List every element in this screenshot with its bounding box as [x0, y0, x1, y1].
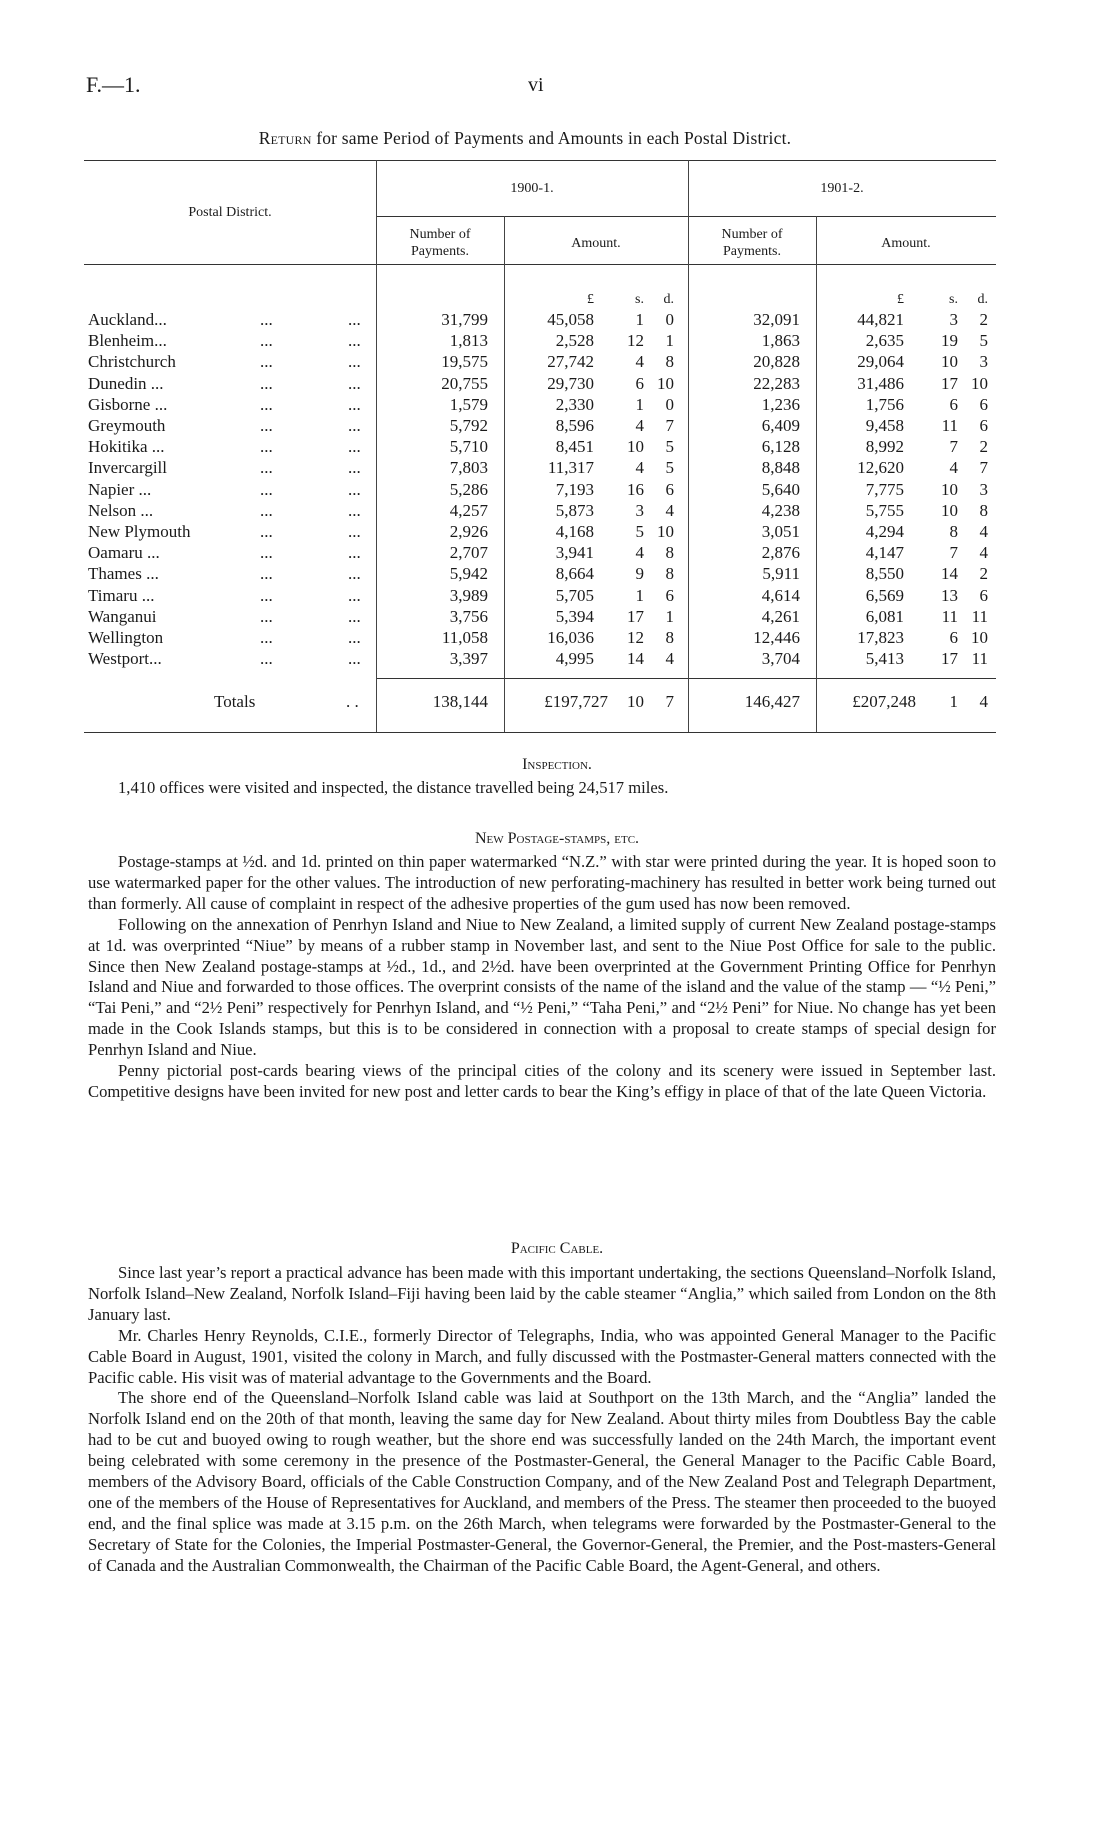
pounds-1900: 45,058 [547, 310, 594, 329]
leader-dots: ... [260, 352, 273, 372]
inspection-text [88, 778, 996, 799]
table-row [84, 310, 996, 331]
leader-dots: ... [348, 564, 361, 584]
header-bottom-rule [84, 264, 996, 265]
pounds-1900: 27,742 [547, 352, 594, 372]
pounds-1900: 8,664 [555, 564, 594, 584]
district-name: Hokitika ... [88, 437, 165, 457]
payments-1900: 1,579 [449, 394, 488, 414]
pence-1901: 3 [979, 352, 988, 372]
pounds-1900: 11,317 [547, 458, 594, 478]
leader-dots: ... [348, 394, 361, 414]
pence-1901: 8 [979, 500, 988, 520]
leader-dots: ... [348, 606, 361, 626]
shillings-1900: 12 [627, 331, 644, 351]
payments-table [84, 160, 996, 740]
table-top-rule [84, 160, 996, 161]
leader-dots: ... [348, 522, 361, 541]
table-row [84, 586, 996, 607]
shillings-1901: 7 [949, 437, 958, 457]
leader-dots: ... [260, 394, 273, 414]
leader-dots: ... [260, 437, 273, 457]
pounds-1900: 4,168 [555, 522, 594, 541]
payments-1901: 6,409 [761, 416, 800, 435]
table-title [0, 128, 1050, 149]
leader-dots: ... [348, 352, 361, 372]
pounds-1901: 2,635 [865, 331, 904, 351]
district-name: Gisborne ... [88, 394, 168, 414]
district-name: Wellington [88, 628, 164, 647]
leader-dots: ... [348, 416, 361, 435]
pence-1900: 0 [665, 394, 674, 414]
table-row [84, 522, 996, 543]
pounds-1901: 4,294 [865, 522, 904, 541]
totals-rule [376, 678, 996, 679]
shillings-1901: 17 [941, 649, 958, 669]
unit-pound-1901: £ [897, 292, 904, 307]
header-amount-1901: Amount. [881, 236, 931, 251]
payments-1901: 12,446 [753, 628, 800, 647]
shillings-1901: 10 [941, 352, 958, 372]
pence-1901: 5 [979, 331, 988, 351]
shillings-1900: 4 [635, 458, 644, 478]
pence-1901: 6 [979, 416, 988, 435]
cable-paragraph-1: Since last year’s report a practical advance has been made with this important undertaking, the sections Queensland–Norfolk Island, Norfolk Island–New Zealand, Norfolk Island–Fiji having been laid by the cable steamer “Anglia,” which sailed from London on the 8th January last. [88, 1263, 996, 1324]
leader-dots: ... [260, 373, 273, 393]
payments-1901: 5,911 [762, 564, 800, 584]
unit-pence-1901: d. [977, 292, 988, 307]
totals-pence-1901: 4 [979, 692, 988, 711]
pounds-1900: 16,036 [547, 628, 594, 647]
table-row [84, 480, 996, 501]
totals-row [84, 692, 996, 713]
district-name: Wanganui [88, 606, 157, 626]
table-row [84, 501, 996, 522]
shillings-1901: 11 [941, 416, 958, 435]
table-row [84, 331, 996, 352]
shillings-1901: 6 [949, 394, 958, 414]
pounds-1901: 5,413 [865, 649, 904, 669]
stamps-heading: New Postage-stamps, etc. [474, 830, 640, 847]
pounds-1901: 8,550 [865, 564, 904, 584]
pence-1900: 4 [665, 649, 674, 669]
pence-1900: 6 [665, 479, 674, 499]
header-postal-district: Postal District. [188, 205, 272, 220]
payments-1900: 11,058 [441, 628, 488, 647]
totals-shillings-1900: 10 [627, 692, 644, 711]
stamps-paragraph-1: Postage-stamps at ½d. and 1d. printed on thin paper watermarked “N.Z.” with star were printed during the year. It is hoped soon to use watermarked paper for the other values. The introduction of new perforating-machinery has resulted in better work being turned out than formerly. All cause of complaint in respect of the adhesive properties of the gum used has now been removed. [88, 852, 996, 913]
pence-1900: 1 [665, 331, 674, 351]
leader-dots: ... [348, 500, 361, 520]
shillings-1900: 1 [635, 585, 644, 605]
pence-1901: 2 [979, 564, 988, 584]
shillings-1900: 12 [627, 628, 644, 647]
shillings-1900: 4 [635, 543, 644, 563]
unit-pound-1900: £ [587, 292, 594, 307]
shillings-1900: 3 [635, 500, 644, 520]
inspection-paragraph: 1,410 offices were visited and inspected, the distance travelled being 24,517 miles. [118, 778, 669, 797]
pounds-1900: 3,941 [555, 543, 594, 563]
payments-1900: 3,397 [449, 649, 488, 669]
totals-shillings-1901: 1 [949, 692, 958, 711]
header-year-1901: 1901-2. [820, 181, 864, 196]
district-name: Dunedin ... [88, 373, 164, 393]
pounds-1900: 2,330 [555, 394, 594, 414]
pence-1900: 0 [665, 310, 674, 329]
totals-pence-1900: 7 [665, 692, 674, 711]
payments-1901: 5,640 [761, 479, 800, 499]
payments-1900: 3,989 [449, 585, 488, 605]
pounds-1901: 1,756 [865, 394, 904, 414]
pence-1901: 2 [979, 437, 988, 457]
district-name: Thames ... [88, 564, 159, 584]
leader-dots: ... [260, 479, 273, 499]
pence-1900: 8 [665, 564, 674, 584]
table-row [84, 416, 996, 437]
pounds-1901: 6,569 [865, 585, 904, 605]
pounds-1901: 4,147 [865, 543, 904, 563]
table-row [84, 543, 996, 564]
pounds-1900: 5,705 [555, 585, 594, 605]
totals-label: Totals [214, 692, 256, 711]
leader-dots: ... [260, 500, 273, 520]
payments-1901: 6,128 [761, 437, 800, 457]
unit-shilling-1900: s. [635, 292, 644, 307]
pence-1900: 6 [665, 585, 674, 605]
shillings-1901: 3 [949, 310, 958, 329]
leader-dots: ... [348, 437, 361, 457]
pounds-1900: 5,873 [555, 500, 594, 520]
pence-1901: 4 [979, 522, 988, 541]
table-row [84, 564, 996, 585]
totals-dots: . . [346, 692, 359, 711]
payments-1901: 2,876 [761, 543, 800, 563]
pounds-1901: 6,081 [865, 606, 904, 626]
leader-dots: ... [260, 416, 273, 435]
payments-1901: 3,704 [761, 649, 800, 669]
leader-dots: ... [348, 458, 361, 478]
district-name: Auckland... [88, 310, 167, 329]
pounds-1901: 44,821 [857, 310, 904, 329]
shillings-1901: 10 [941, 500, 958, 520]
payments-1900: 4,257 [449, 500, 488, 520]
pounds-1900: 7,193 [555, 479, 594, 499]
pounds-1901: 29,064 [857, 352, 904, 372]
pence-1900: 7 [665, 416, 674, 435]
pence-1900: 10 [657, 522, 674, 541]
pence-1900: 5 [665, 458, 674, 478]
page-reference: F.—1. [86, 72, 141, 97]
table-title-rest: for same Period of Payments and Amounts in each Postal District. [311, 128, 792, 148]
leader-dots: ... [260, 585, 273, 605]
cable-text [88, 1263, 996, 1577]
pence-1901: 10 [971, 373, 988, 393]
pence-1900: 8 [665, 352, 674, 372]
header-number-1900: Number of Payments. [409, 227, 471, 259]
table-title-prefix: Return [258, 128, 312, 148]
pounds-1901: 9,458 [865, 416, 904, 435]
shillings-1901: 14 [941, 564, 958, 584]
leader-dots: ... [260, 310, 273, 329]
payments-1901: 4,614 [761, 585, 800, 605]
district-name: New Plymouth [88, 522, 191, 541]
pence-1901: 2 [979, 310, 988, 329]
table-row [84, 352, 996, 373]
pence-1901: 6 [979, 585, 988, 605]
header-year-1900: 1900-1. [510, 181, 554, 196]
pounds-1901: 5,755 [865, 500, 904, 520]
stamps-paragraph-2: Following on the annexation of Penrhyn Island and Niue to New Zealand, a limited supply of current New Zealand postage-stamps at 1d. was overprinted “Niue” by means of a rubber stamp in November last, and sent to the Niue Post Office for sale to the public. Since then New Zealand postage-stamps at ½d., 1d., and 2½d. have been overprinted at the Government Printing Office for Penrhyn Island and Niue and forwarded to those offices. The overprint consists of the name of the island and the value of the stamp — “½ Peni,” “Tai Peni,” and “2½ Peni” respectively for Penrhyn Island, and “½ Peni,” “Taha Peni,” and “2½ Peni” for Niue. No change has yet been made in the Cook Islands stamps, but this is to be considered in connection with a proposal to create stamps of special design for Penrhyn Island and Niue. [88, 914, 996, 1060]
leader-dots: ... [348, 649, 361, 669]
leader-dots: ... [260, 606, 273, 626]
table-row [84, 607, 996, 628]
pounds-1900: 29,730 [547, 373, 594, 393]
shillings-1900: 6 [635, 373, 644, 393]
header-amount-1900: Amount. [571, 236, 621, 251]
payments-1900: 19,575 [441, 352, 488, 372]
cable-paragraph-3: The shore end of the Queensland–Norfolk Island cable was laid at Southport on the 13th March, and the “Anglia” landed the Norfolk Island end on the 20th of that month, leaving the same day for New Zealand. About thirty miles from Doubtless Bay the cable had to be cut and buoyed owing to rough weather, but the shore end was successfully landed on the 24th March, the important event being celebrated with some ceremony in the presence of the Postmaster-General, the General Manager to the Pacific Cable Board, members of the Advisory Board, officials of the Cable Construction Company, and of the New Zealand Post and Telegraph Department, one of the members of the House of Representatives for Auckland, and members of the Press. The steamer then proceeded to the buoyed end, and the final splice was made at 3.15 p.m. on the 26th March, when telegrams were forwarded by the Postmaster-General to the Secretary of State for the Colonies, the Imperial Postmaster-General, the Governor-General, the Premier, and the Post-masters-General of Canada and the Australian Commonwealth, the Chairman of the Pacific Cable Board, the Agent-General, and others. [88, 1388, 996, 1575]
shillings-1900: 4 [635, 416, 644, 435]
table-row [84, 437, 996, 458]
pence-1901: 11 [971, 649, 988, 669]
table-row [84, 628, 996, 649]
totals-pounds-1901: £207,248 [852, 692, 916, 711]
shillings-1901: 19 [941, 331, 958, 351]
year-header-rule [376, 216, 996, 217]
pence-1900: 4 [665, 500, 674, 520]
shillings-1901: 17 [941, 373, 958, 393]
leader-dots: ... [348, 331, 361, 351]
pounds-1900: 8,596 [555, 416, 594, 435]
shillings-1901: 7 [949, 543, 958, 563]
header-number-1901: Number of Payments. [721, 227, 783, 259]
shillings-1900: 16 [627, 479, 644, 499]
stamps-paragraph-3: Penny pictorial post-cards bearing views of the principal cities of the colony and its scenery were issued in September last. Competitive designs have been invited for new post and letter cards to bear the King’s effigy in place of that of the late Queen Victoria. [88, 1061, 996, 1101]
totals-pounds-1900: £197,727 [544, 692, 608, 711]
shillings-1900: 1 [635, 310, 644, 329]
payments-1900: 5,942 [449, 564, 488, 584]
pence-1901: 11 [971, 606, 988, 626]
pence-1900: 1 [665, 606, 674, 626]
payments-1900: 2,707 [449, 543, 488, 563]
district-name: Nelson ... [88, 500, 154, 520]
payments-1900: 20,755 [441, 373, 488, 393]
shillings-1901: 4 [949, 458, 958, 478]
payments-1901: 1,236 [761, 394, 800, 414]
payments-1901: 32,091 [753, 310, 800, 329]
district-name: Napier ... [88, 479, 152, 499]
district-name: Greymouth [88, 416, 166, 435]
pence-1901: 6 [979, 394, 988, 414]
payments-1900: 3,756 [449, 606, 488, 626]
shillings-1901: 6 [949, 628, 958, 647]
payments-1901: 3,051 [761, 522, 800, 541]
payments-1901: 8,848 [761, 458, 800, 478]
page-number: vi [528, 74, 544, 96]
payments-1900: 31,799 [441, 310, 488, 329]
leader-dots: ... [260, 628, 273, 647]
cable-heading: Pacific Cable. [510, 1240, 604, 1257]
shillings-1901: 10 [941, 479, 958, 499]
pence-1900: 5 [665, 437, 674, 457]
shillings-1900: 14 [627, 649, 644, 669]
payments-1900: 7,803 [449, 458, 488, 478]
pence-1901: 4 [979, 543, 988, 563]
inspection-heading: Inspection. [522, 756, 592, 773]
leader-dots: ... [260, 649, 273, 669]
table-row [84, 374, 996, 395]
shillings-1900: 10 [627, 437, 644, 457]
leader-dots: ... [348, 585, 361, 605]
pence-1900: 8 [665, 628, 674, 647]
unit-pence-1900: d. [663, 292, 674, 307]
district-name: Oamaru ... [88, 543, 160, 563]
pounds-1901: 12,620 [857, 458, 904, 478]
shillings-1900: 17 [627, 606, 644, 626]
leader-dots: ... [348, 373, 361, 393]
pounds-1900: 2,528 [555, 331, 594, 351]
table-bottom-rule [84, 732, 996, 733]
leader-dots: ... [348, 628, 361, 647]
leader-dots: ... [260, 458, 273, 478]
district-name: Westport... [88, 649, 162, 669]
pounds-1900: 4,995 [555, 649, 594, 669]
pence-1901: 10 [971, 628, 988, 647]
stamps-text [88, 852, 996, 1103]
shillings-1901: 11 [941, 606, 958, 626]
table-row [84, 458, 996, 479]
leader-dots: ... [260, 543, 273, 563]
unit-shilling-1901: s. [949, 292, 958, 307]
shillings-1900: 1 [635, 394, 644, 414]
shillings-1901: 8 [949, 522, 958, 541]
leader-dots: ... [260, 331, 273, 351]
payments-1900: 5,710 [449, 437, 488, 457]
pounds-1901: 17,823 [857, 628, 904, 647]
payments-1900: 2,926 [449, 522, 488, 541]
pence-1901: 7 [979, 458, 988, 478]
pence-1901: 3 [979, 479, 988, 499]
payments-1901: 1,863 [761, 331, 800, 351]
payments-1901: 4,238 [761, 500, 800, 520]
cable-paragraph-2: Mr. Charles Henry Reynolds, C.I.E., formerly Director of Telegraphs, India, who was appointed General Manager to the Pacific Cable Board in August, 1901, visited the colony in March, and fully discussed with the Postmaster-General matters connected with the Pacific cable. His visit was of material advantage to the Governments and the Board. [88, 1325, 996, 1387]
payments-1901: 20,828 [753, 352, 800, 372]
table-row [84, 395, 996, 416]
district-name: Timaru ... [88, 585, 155, 605]
shillings-1901: 13 [941, 585, 958, 605]
totals-payments-1901: 146,427 [744, 692, 800, 711]
payments-1901: 22,283 [753, 373, 800, 393]
district-name: Christchurch [88, 352, 176, 372]
pence-1900: 10 [657, 373, 674, 393]
payments-1900: 1,813 [449, 331, 488, 351]
pounds-1900: 5,394 [555, 606, 594, 626]
payments-1900: 5,792 [449, 416, 488, 435]
leader-dots: ... [260, 522, 273, 541]
shillings-1900: 4 [635, 352, 644, 372]
district-name: Invercargill [88, 458, 167, 478]
pounds-1901: 8,992 [865, 437, 904, 457]
table-row [84, 649, 996, 670]
pounds-1900: 8,451 [555, 437, 594, 457]
totals-payments-1900: 138,144 [432, 692, 488, 711]
shillings-1900: 9 [635, 564, 644, 584]
pence-1900: 8 [665, 543, 674, 563]
pounds-1901: 7,775 [865, 479, 904, 499]
payments-1901: 4,261 [761, 606, 800, 626]
leader-dots: ... [348, 479, 361, 499]
pounds-1901: 31,486 [857, 373, 904, 393]
leader-dots: ... [348, 543, 361, 563]
shillings-1900: 5 [635, 522, 644, 541]
leader-dots: ... [348, 310, 361, 329]
leader-dots: ... [260, 564, 273, 584]
district-name: Blenheim... [88, 331, 167, 351]
payments-1900: 5,286 [449, 479, 488, 499]
